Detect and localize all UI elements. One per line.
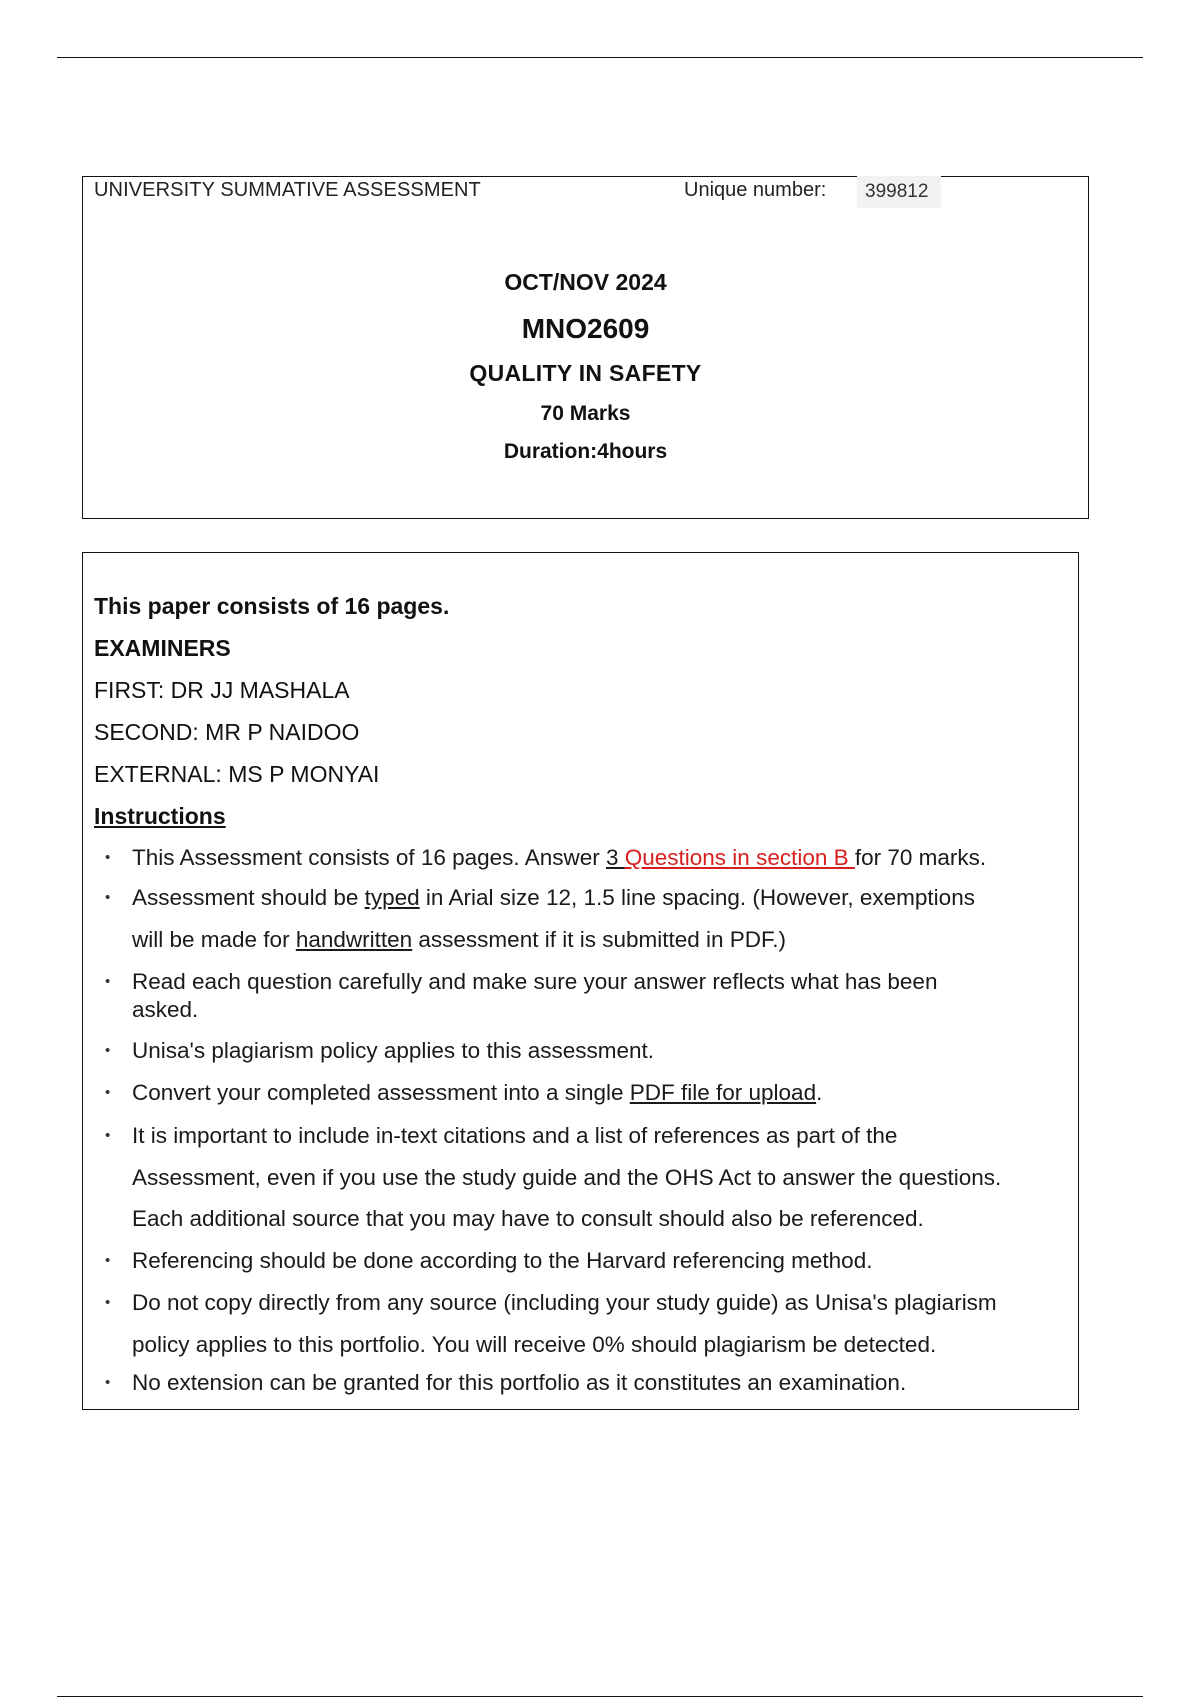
unique-number-value: 399812 — [857, 176, 941, 208]
instruction-item: Unisa's plagiarism policy applies to this assessment. — [132, 1038, 655, 1063]
instruction-item-continued: asked. — [132, 997, 199, 1022]
bullet-icon: • — [105, 889, 111, 906]
duration: Duration:4hours — [503, 440, 668, 463]
instruction-item — [132, 845, 986, 871]
exam-session: OCT/NOV 2024 — [504, 269, 667, 295]
pages-statement: This paper consists of 16 pages. — [94, 593, 450, 619]
bullet-icon: • — [105, 849, 111, 866]
bottom-rule — [57, 1696, 1143, 1697]
instruction-item — [132, 1080, 822, 1106]
examiner-second: SECOND: MR P NAIDOO — [94, 719, 360, 745]
examiners-heading: EXAMINERS — [94, 635, 231, 661]
typed-emphasis: typed — [364, 885, 420, 910]
unique-number-label: Unique number: — [684, 179, 827, 201]
instruction-item-continued — [132, 927, 786, 953]
handwritten-emphasis: handwritten — [295, 927, 413, 952]
instruction-text: for 70 marks. — [854, 845, 987, 870]
bullet-icon: • — [105, 1374, 111, 1391]
instruction-text: will be made for — [132, 927, 296, 952]
instruction-text: . — [816, 1080, 823, 1105]
bullet-icon: • — [105, 1294, 111, 1311]
instruction-item: Do not copy directly from any source (including your study guide) as Unisa's plagiarism — [132, 1290, 997, 1315]
module-code: MNO2609 — [521, 313, 650, 344]
instruction-item: Referencing should be done according to the Harvard referencing method. — [132, 1248, 873, 1273]
instruction-item: It is important to include in-text citations and a list of references as part of the — [132, 1123, 898, 1148]
instruction-count: 3 — [605, 845, 625, 870]
instruction-text: Convert your completed assessment into a single — [132, 1080, 630, 1105]
examiner-external: EXTERNAL: MS P MONYAI — [94, 761, 380, 787]
instruction-item: No extension can be granted for this portfolio as it constitutes an examination. — [132, 1370, 907, 1395]
instructions-heading: Instructions — [94, 803, 226, 829]
bullet-icon: • — [105, 1084, 111, 1101]
bullet-icon: • — [105, 1042, 111, 1059]
instruction-text: in Arial size 12, 1.5 line spacing. (However, exemptions — [419, 885, 975, 910]
bullet-icon: • — [105, 973, 111, 990]
pdf-upload-emphasis: PDF file for upload — [629, 1080, 817, 1105]
assessment-type: UNIVERSITY SUMMATIVE ASSESSMENT — [94, 179, 481, 201]
bullet-icon: • — [105, 1127, 111, 1144]
top-rule — [57, 57, 1143, 58]
total-marks: 70 Marks — [540, 402, 631, 425]
bullet-icon: • — [105, 1252, 111, 1269]
instruction-item — [132, 885, 975, 911]
module-title: QUALITY IN SAFETY — [469, 360, 702, 386]
instruction-item-continued: policy applies to this portfolio. You will receive 0% should plagiarism be detected. — [132, 1332, 937, 1357]
instruction-text: This Assessment consists of 16 pages. Answer — [132, 845, 606, 870]
instruction-item-continued: Assessment, even if you use the study guide and the OHS Act to answer the questions. — [132, 1165, 1002, 1190]
section-b-highlight: Questions in section B — [624, 845, 855, 870]
instruction-item-continued: Each additional source that you may have to consult should also be referenced. — [132, 1206, 924, 1231]
paper-info-box — [82, 552, 1079, 1410]
instruction-item: Read each question carefully and make sure your answer reflects what has been — [132, 969, 938, 994]
instruction-text: assessment if it is submitted in PDF.) — [412, 927, 787, 952]
instruction-text: Assessment should be — [132, 885, 365, 910]
assessment-header-box — [82, 176, 1089, 519]
examiner-first: FIRST: DR JJ MASHALA — [94, 677, 350, 703]
